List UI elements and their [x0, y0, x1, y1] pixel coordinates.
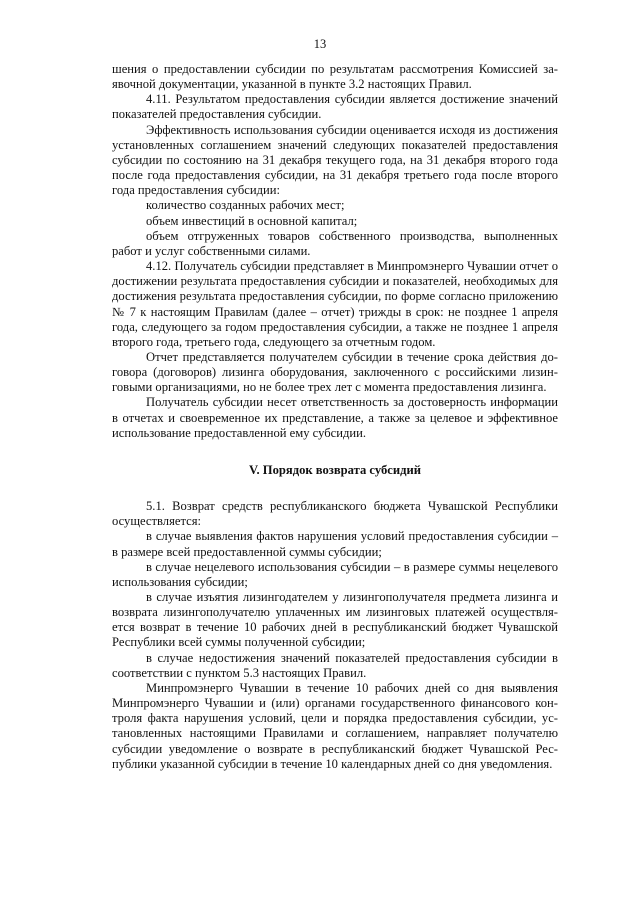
paragraph-continuation: шения о предоставлении субсидии по результатам рассмотрения Комиссией заявочной документации, указанной в пункте 3.2 настоящих Правил.: [112, 62, 558, 92]
section-title: V. Порядок возврата субсидий: [249, 462, 421, 477]
paragraph-indicator-goods: объем отгруженных товаров собственного производства, выполненных работ и услуг собственными силами.: [112, 228, 558, 258]
paragraph-notification: Минпромэнерго Чувашии в течение 10 рабочих дней со дня выявления Минпромэнерго Чувашии и (или) органами государственного финансового контроля факта нарушения условий, цели и порядка предоставления субсидии, установленных настоящими Правилами и соглашением, направляет получателю субсидии уведомление о возврате в республиканский бюджет Чувашской Республики указанной субсидии в течение 10 календарных дней со дня уведомления.: [112, 680, 558, 771]
paragraph-p5-1: 5.1. Возврат средств республиканского бюджета Чувашской Республики осуществляется:: [112, 499, 558, 529]
paragraph-indicator-investments: объем инвестиций в основной капитал;: [146, 213, 358, 228]
paragraph-case-withdrawal: в случае изъятия лизингодателем у лизингополучателя предмета лизинга и возврата лизингополучателю уплаченных им лизинговых платежей осуществляется возврат в течение 10 рабочих дней в республиканский бюджет Чувашской Республики всей суммы полученной субсидии;: [112, 590, 558, 650]
paragraph-case-misuse: в случае нецелевого использования субсидии – в размере суммы нецелевого использования субсидии;: [112, 559, 558, 589]
paragraph-case-indicators: в случае недостижения значений показателей предоставления субсидии в соответствии с пунктом 5.3 настоящих Правил.: [112, 650, 558, 680]
paragraph-case-violation: в случае выявления фактов нарушения условий предоставления субсидии – в размере всей предоставленной суммы субсидии;: [112, 529, 558, 559]
page-body: [112, 62, 558, 772]
paragraph-p4-11: 4.11. Результатом предоставления субсидии является достижение значений показателей предоставления субсидии.: [112, 92, 558, 122]
paragraph-p4-12: 4.12. Получатель субсидии представляет в Минпромэнерго Чувашии отчет о достижении результата предоставления субсидии и показателей, необходимых для достижения результата предоставления субсидии, по форме согласно приложению № 7 к настоящим Правилам (далее – отчет) трижды в срок: не позднее 1 апреля года, следующего за годом предоставления субсидии, а также не позднее 1 апреля второго года, третьего года, следующего за отчетным годом.: [112, 259, 558, 349]
section-4-paragraphs: [112, 62, 558, 441]
paragraph-indicator-jobs: количество созданных рабочих мест;: [146, 198, 345, 213]
paragraph-effectiveness: Эффективность использования субсидии оценивается исходя из достижения установленных соглашением значений следующих показателей предоставления субсидии по состоянию на 31 декабря текущего года, на 31 декабря второго года после года предоставления субсидии, на 31 декабря третьего года после второго года предоставления субсидии:: [112, 122, 558, 198]
paragraph-responsibility: Получатель субсидии несет ответственность за достоверность информации в отчетах и своевременное их представление, а также за целевое и эффективное использование предоставленной ему субсидии.: [112, 395, 558, 440]
page-number: 13: [313, 37, 327, 51]
paragraph-report-term: Отчет представляется получателем субсидии в течение срока действия договора (договоров) лизинга оборудования, заключенного с российскими лизинговыми организациями, но не более трех лет с момента предоставления лизинга.: [112, 349, 558, 395]
section-5-paragraphs: [112, 499, 558, 772]
